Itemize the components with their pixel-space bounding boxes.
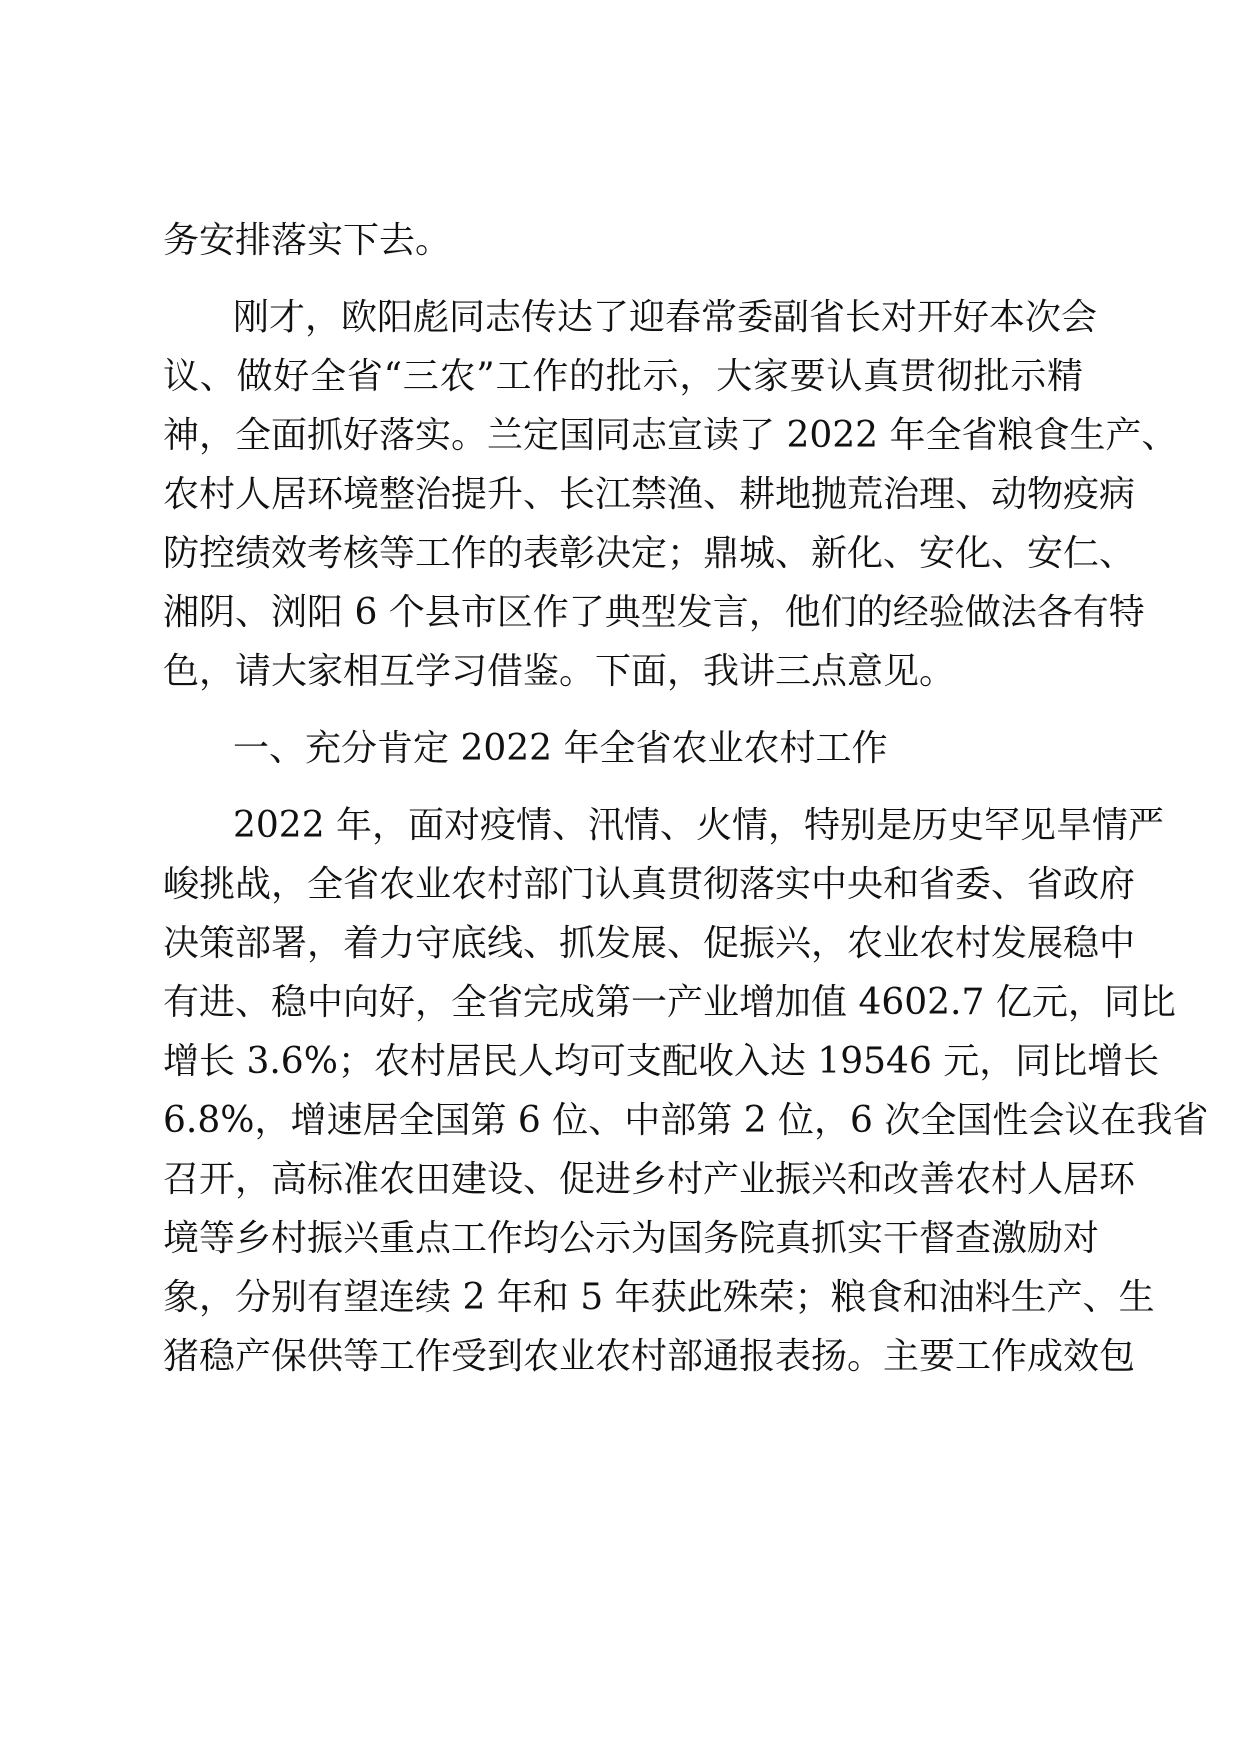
paragraph-line: 6.8%，增速居全国第 6 位、中部第 2 位，6 次全国性会议在我省: [163, 1100, 1209, 1141]
paragraph-line: 境等乡村振兴重点工作均公示为国务院真抓实干督查激励对: [163, 1218, 1100, 1259]
paragraph-line: 象，分别有望连续 2 年和 5 年获此殊荣；粮食和油料生产、生: [163, 1277, 1155, 1318]
paragraph-line: 增长 3.6%；农村居民人均可支配收入达 19546 元，同比增长: [163, 1041, 1160, 1082]
paragraph-line: 召开，高标准农田建设、促进乡村产业振兴和改善农村人居环: [163, 1159, 1136, 1200]
paragraph-line: 色，请大家相互学习借鉴。下面，我讲三点意见。: [163, 651, 956, 692]
paragraph-line: 务安排落实下去。: [163, 220, 452, 261]
paragraph-line: 议、做好全省“三农”工作的批示，大家要认真贯彻批示精: [163, 356, 1083, 397]
paragraph-line: 决策部署，着力守底线、抓发展、促振兴，农业农村发展稳中: [163, 923, 1136, 964]
paragraph-line: 2022 年，面对疫情、汛情、火情，特别是历史罕见旱情严: [233, 805, 1165, 846]
paragraph-line: 农村人居环境整治提升、长江禁渔、耕地抛荒治理、动物疫病: [163, 474, 1136, 515]
paragraph-line: 湘阴、浏阳 6 个县市区作了典型发言，他们的经验做法各有特: [163, 592, 1145, 633]
section-heading: 一、充分肯定 2022 年全省农业农村工作: [233, 728, 888, 769]
paragraph-line: 峻挑战，全省农业农村部门认真贯彻落实中央和省委、省政府: [163, 864, 1136, 905]
paragraph-line: 猪稳产保供等工作受到农业农村部通报表扬。主要工作成效包: [163, 1336, 1136, 1377]
paragraph-line: 有进、稳中向好，全省完成第一产业增加值 4602.7 亿元，同比: [163, 982, 1176, 1023]
paragraph-line: 刚才，欧阳彪同志传达了迎春常委副省长对开好本次会: [233, 297, 1098, 338]
paragraph-line: 防控绩效考核等工作的表彰决定；鼎城、新化、安化、安仁、: [163, 533, 1136, 574]
paragraph-line: 神，全面抓好落实。兰定国同志宣读了 2022 年全省粮食生产、: [163, 415, 1178, 456]
